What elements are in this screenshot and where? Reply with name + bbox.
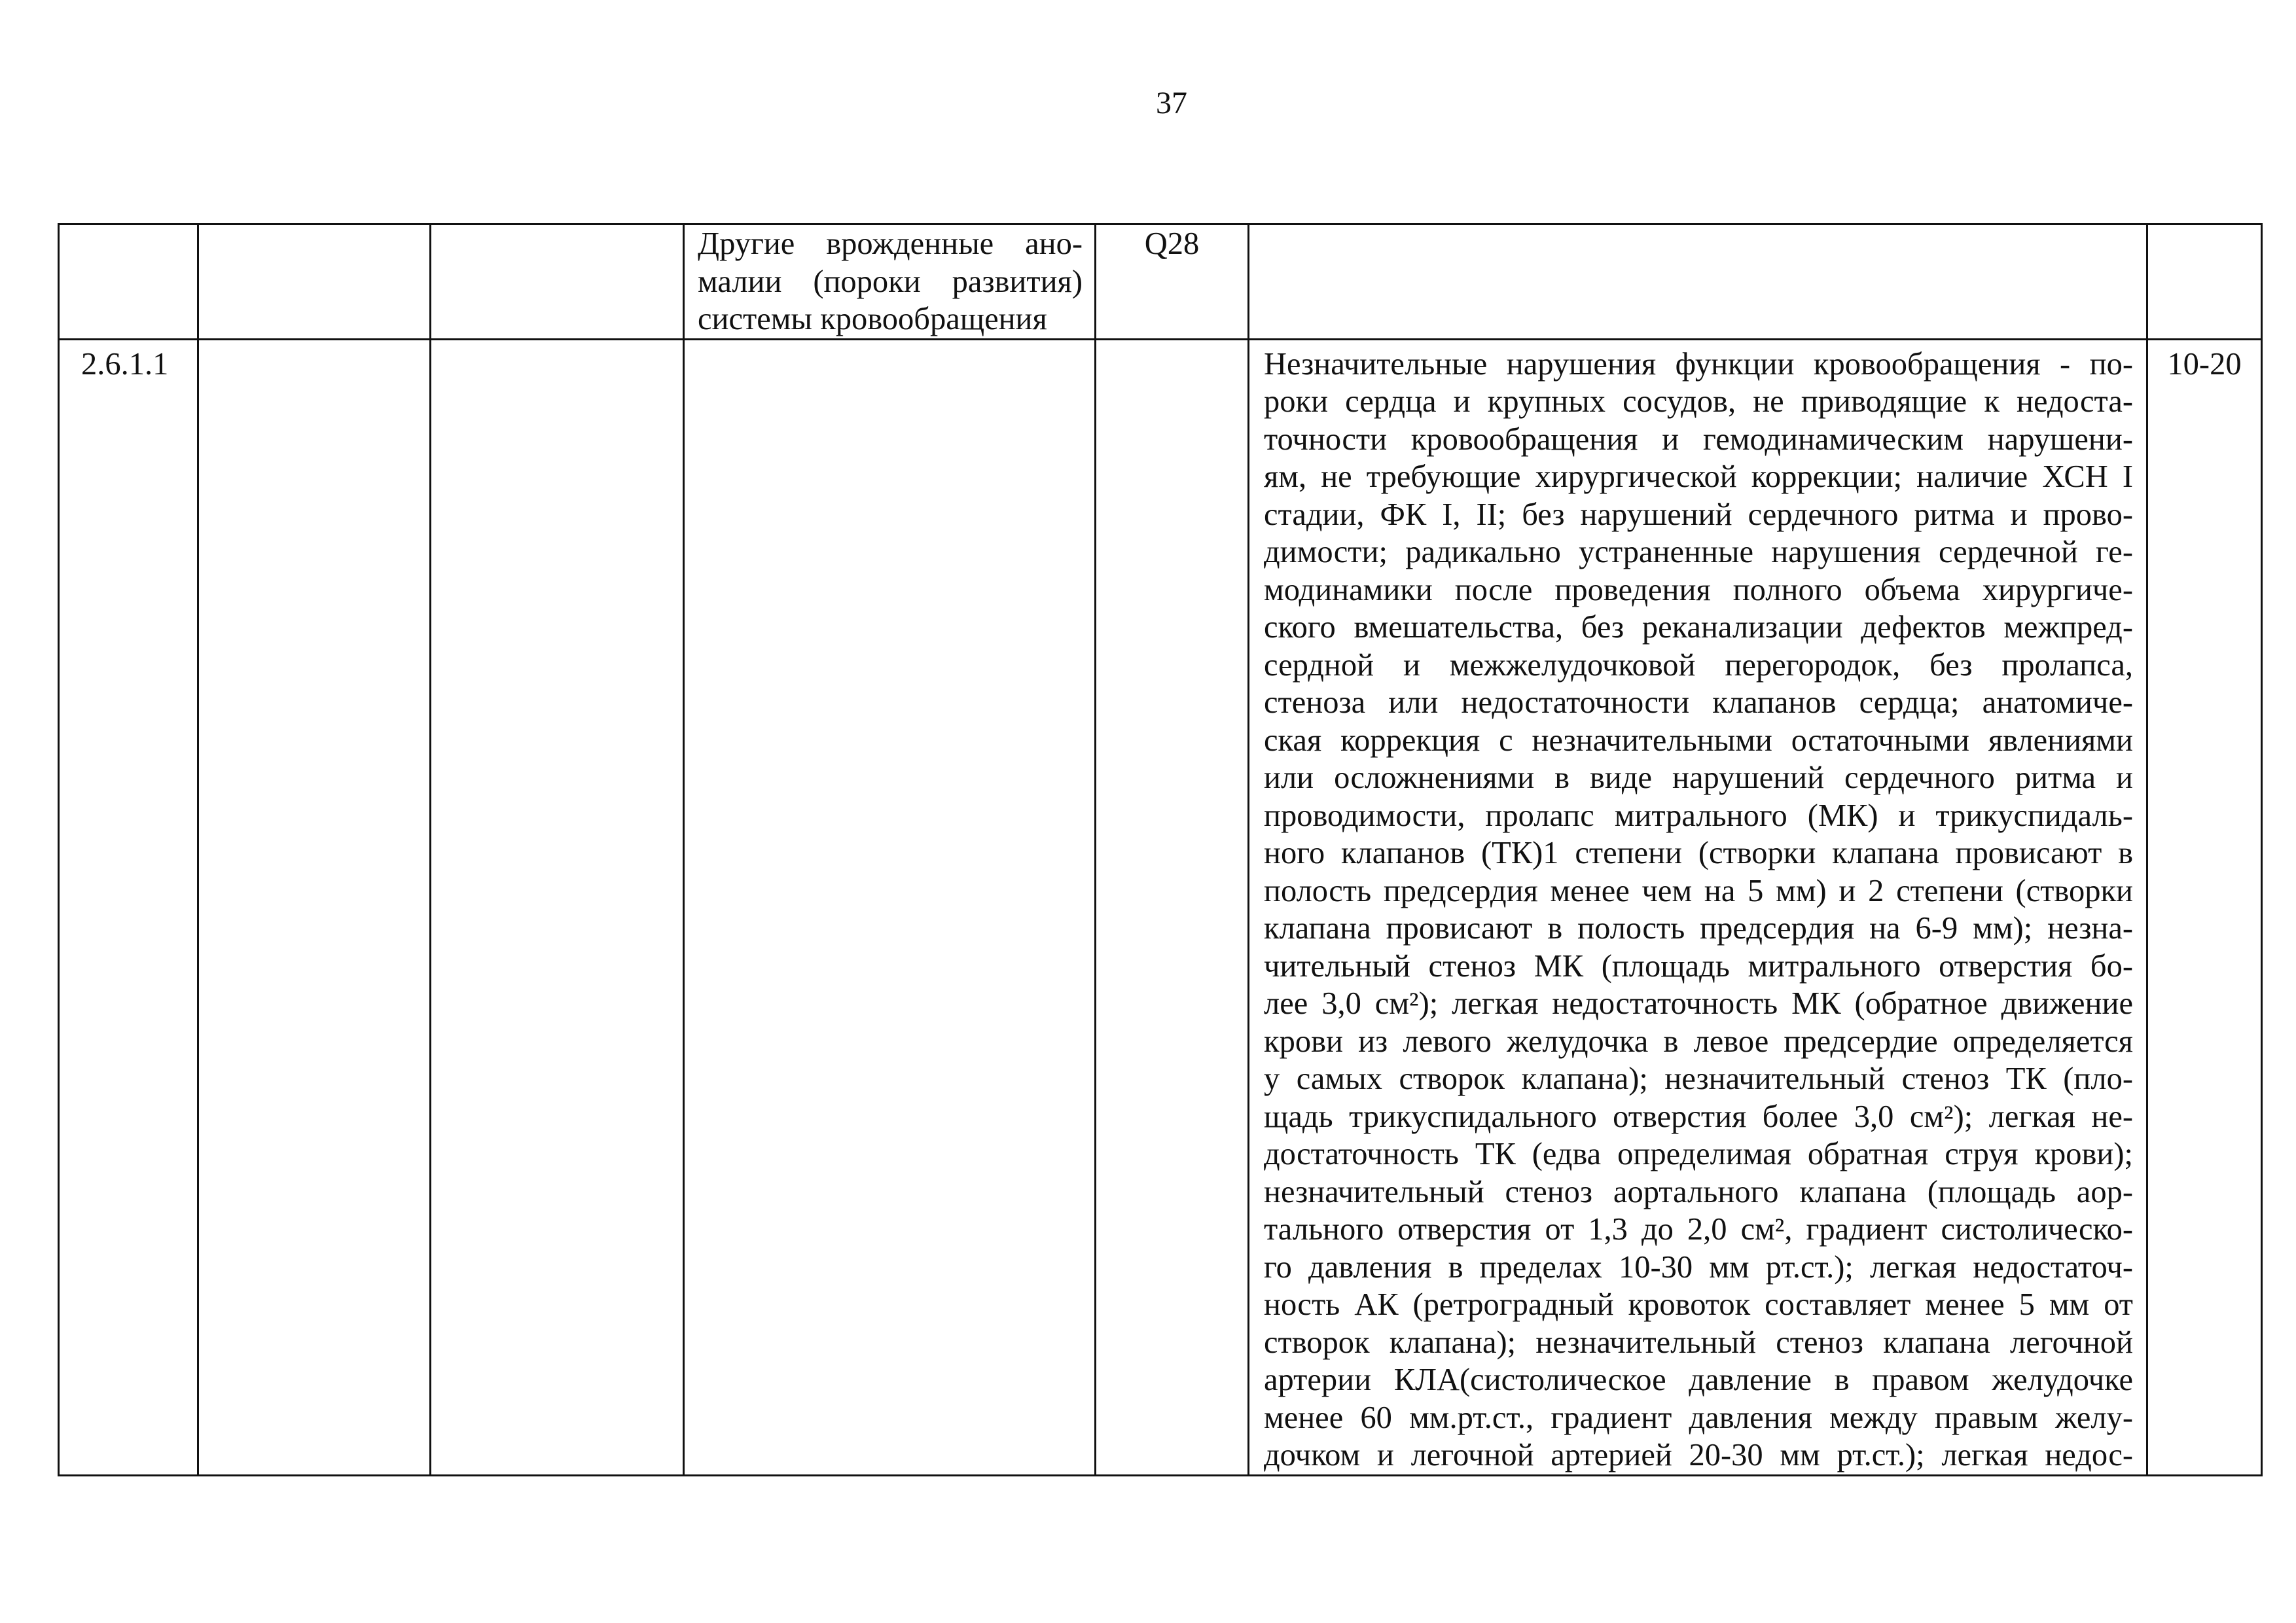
description-line: ного клапанов (ТК)1 степени (створки клапана провисают в	[1264, 836, 2133, 870]
description-line: ность АК (ретроградный кровоток составляет менее 5 мм от	[1264, 1287, 2133, 1322]
cell-description-empty	[1249, 224, 2147, 340]
table-row-category	[59, 224, 2262, 340]
description-line: го давления в пределах 10-30 мм рт.ст.); легкая недостаточ-	[1264, 1249, 2133, 1285]
cell-empty-2	[198, 339, 431, 1475]
description-line: стеноза или недостаточности клапанов сердца; анатомиче-	[1264, 685, 2133, 720]
page-number: 37	[1156, 86, 1187, 120]
description-line: у самых створок клапана); незначительный стеноз ТК (пло-	[1264, 1061, 2133, 1096]
disease-class-line-1: Другие врожденные ано-	[698, 226, 1083, 261]
description-line: ям, не требующие хирургической коррекции; наличие ХСН I	[1264, 459, 2133, 494]
description-line: стадии, ФК I, II; без нарушений сердечного ритма и прово-	[1264, 497, 2133, 532]
description-line: Незначительные нарушения функции кровообращения - по-	[1264, 346, 2133, 382]
description-line: артерии КЛА(систолическое давление в правом желудочке	[1264, 1363, 2133, 1397]
description-line: ского вмешательства, без реканализации дефектов межпред-	[1264, 610, 2133, 645]
description-line: ская коррекция с незначительными остаточными явлениями	[1264, 722, 2133, 758]
cell-percentage-range: 10-20	[2147, 339, 2262, 1475]
description-line: роки сердца и крупных сосудов, не приводящие к недоста-	[1264, 384, 2133, 419]
disease-class-line-2: малии (пороки развития)	[698, 264, 1083, 299]
cell-empty-3	[431, 224, 684, 340]
cell-empty-4	[684, 339, 1096, 1475]
description-line: полость предсердия менее чем на 5 мм) и 2 степени (створки	[1264, 873, 2133, 908]
description-line: чительный стеноз МК (площадь митрального отверстия бо-	[1264, 948, 2133, 984]
description-line: незначительный стеноз аортального клапана (площадь аор-	[1264, 1174, 2133, 1209]
disease-class-line-3: системы кровообращения	[698, 302, 1047, 336]
cell-disease-class	[684, 224, 1096, 340]
cell-item-code: 2.6.1.1	[59, 339, 198, 1475]
description-line: или осложнениями в виде нарушений сердечного ритма и	[1264, 760, 2133, 795]
description-line: крови из левого желудочка в левое предсердие определяется	[1264, 1024, 2133, 1059]
description-line: клапана провисают в полость предсердия на 6-9 мм); незна-	[1264, 911, 2133, 946]
cell-empty-5	[1096, 339, 1249, 1475]
description-line: тального отверстия от 1,3 до 2,0 см², градиент систолическо-	[1264, 1212, 2133, 1247]
description-line: димости; радикально устраненные нарушения сердечной ге-	[1264, 535, 2133, 569]
description-line: лее 3,0 см²); легкая недостаточность МК (обратное движение	[1264, 986, 2133, 1021]
description-line: сердной и межжелудочковой перегородок, без пролапса,	[1264, 647, 2133, 683]
cell-empty-2	[198, 224, 431, 340]
description-line: створок клапана); незначительный стеноз клапана легочной	[1264, 1325, 2133, 1360]
description-line: модинамики после проведения полного объема хирургиче-	[1264, 572, 2133, 607]
classification-table	[58, 223, 2263, 1476]
description-line: щадь трикуспидального отверстия более 3,0 см²); легкая не-	[1264, 1099, 2133, 1134]
cell-range-empty	[2147, 224, 2262, 340]
description-line: достаточность ТК (едва определимая обратная струя крови);	[1264, 1137, 2133, 1171]
cell-icd-code: Q28	[1096, 224, 1249, 340]
table-row-2-6-1-1	[59, 339, 2262, 1475]
description-text	[1264, 346, 2133, 1474]
description-line: проводимости, пролапс митрального (МК) и трикуспидаль-	[1264, 798, 2133, 833]
cell-empty-3	[431, 339, 684, 1475]
description-line: точности кровообращения и гемодинамическим нарушени-	[1264, 421, 2133, 457]
cell-description	[1249, 339, 2147, 1475]
description-line: менее 60 мм.рт.ст., градиент давления между правым желу-	[1264, 1400, 2133, 1435]
description-line: дочком и легочной артерией 20-30 мм рт.ст.); легкая недос-	[1264, 1438, 2133, 1472]
cell-item-number	[59, 224, 198, 340]
